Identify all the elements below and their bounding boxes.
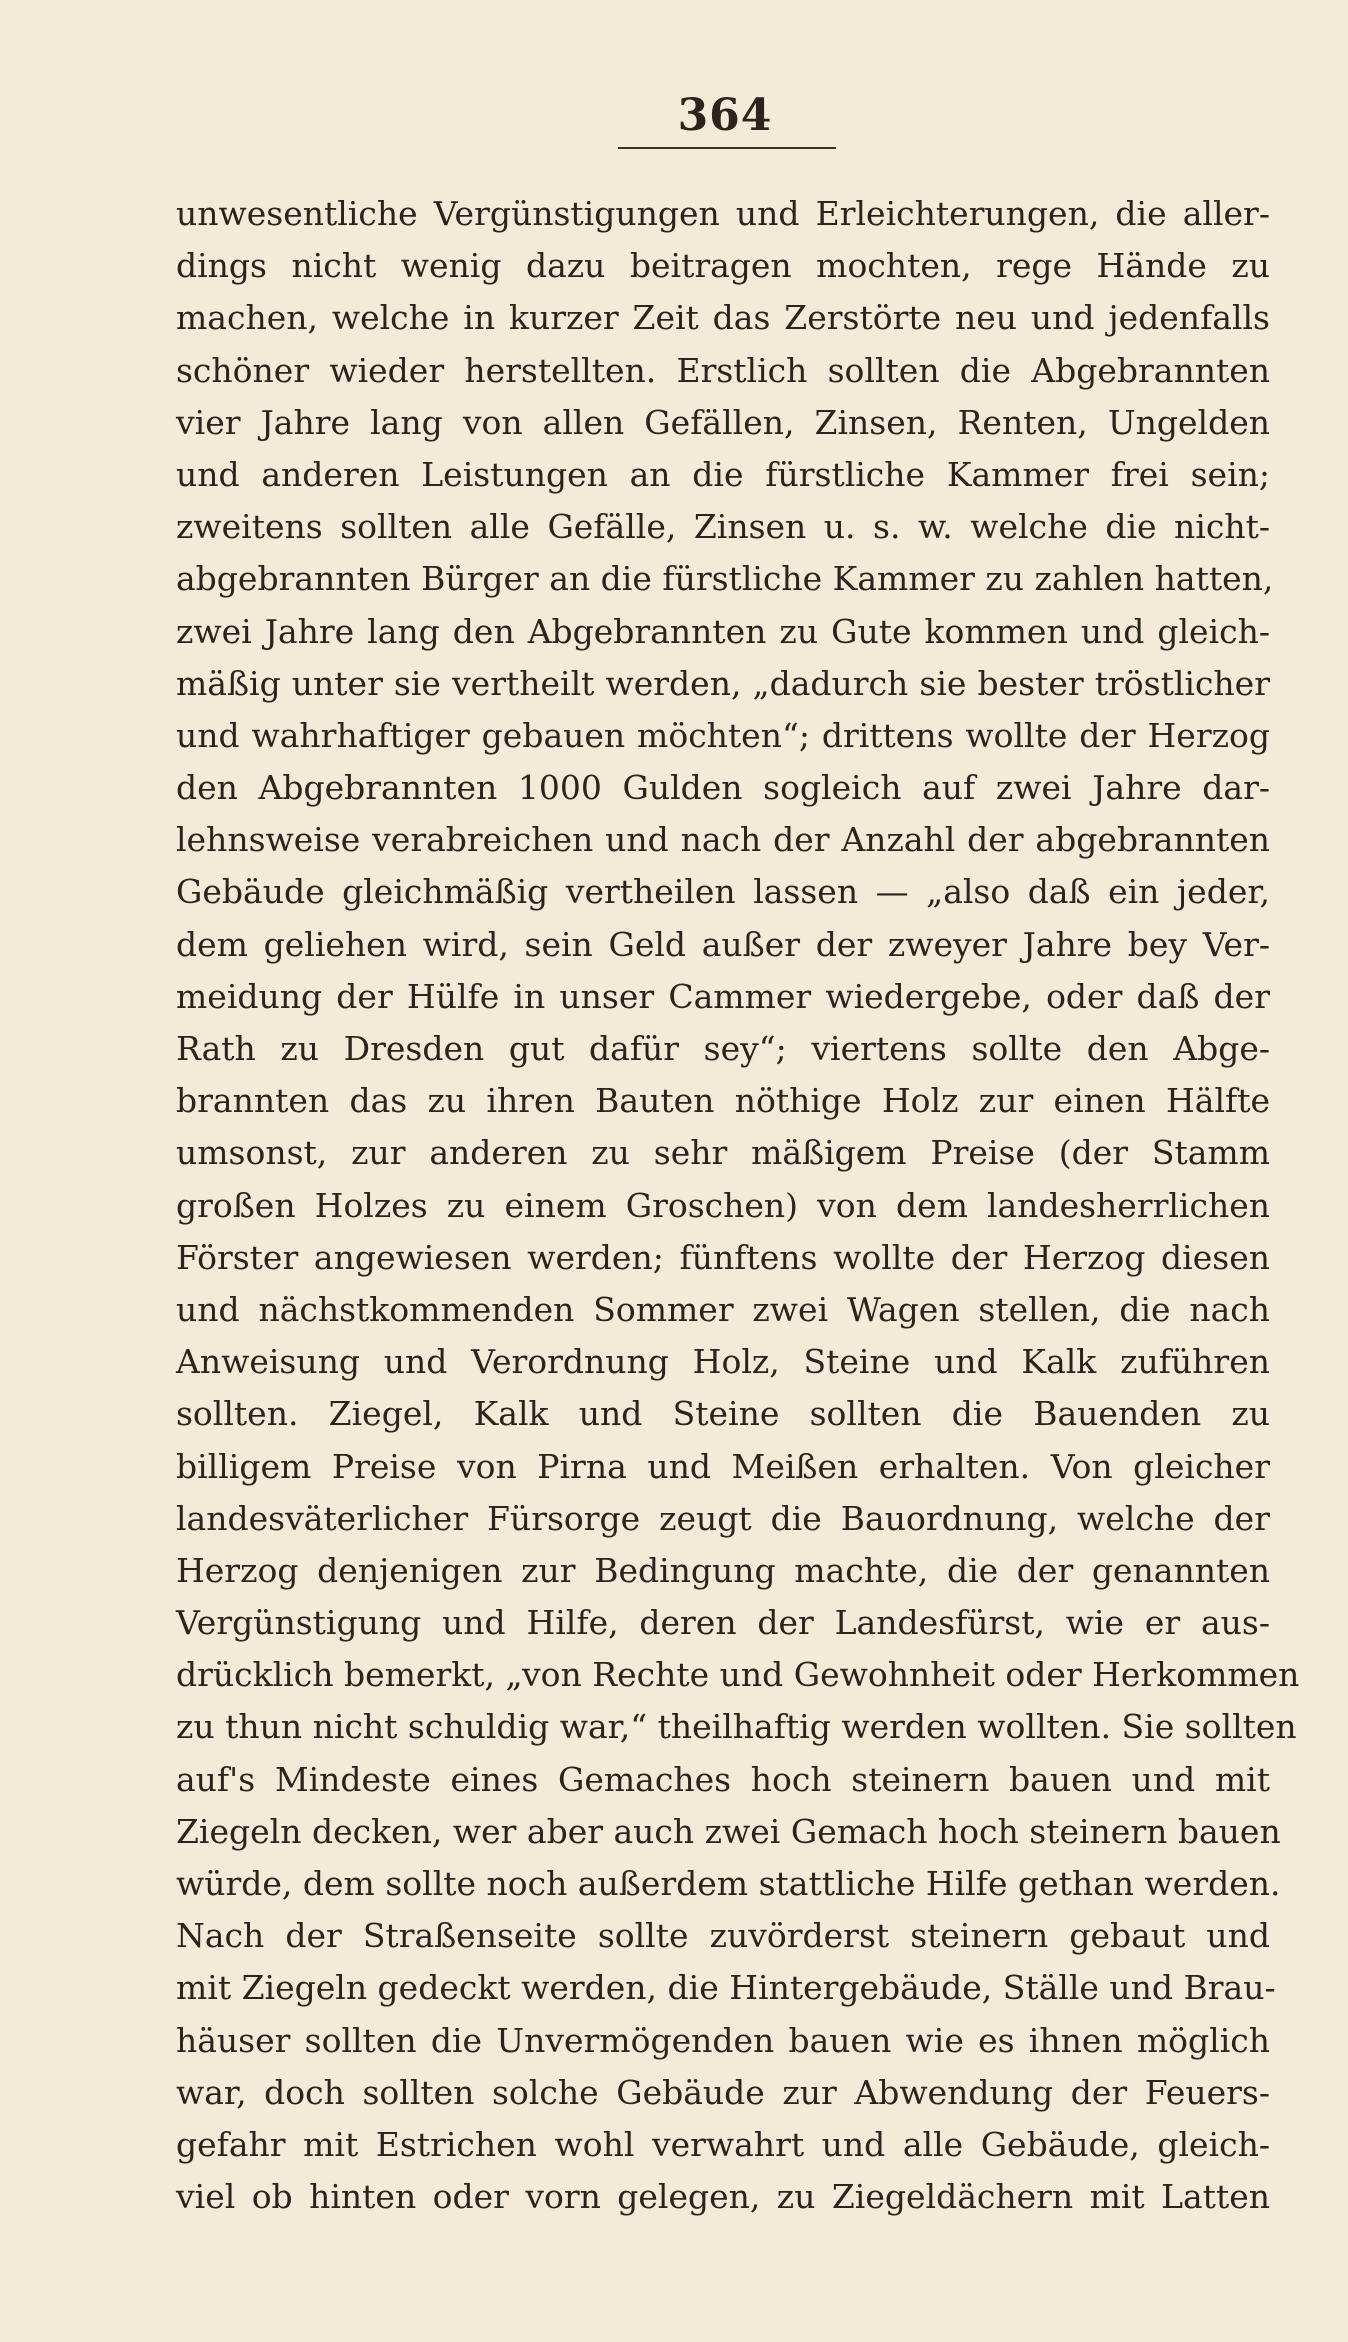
- text-line: häuser sollten die Unvermögenden bauen wie es ihnen möglich: [176, 2020, 1270, 2060]
- body-text: [176, 188, 1300, 2223]
- text-line: Ziegeln decken, wer aber auch zwei Gemach hoch steinern bauen: [176, 1811, 1281, 1851]
- text-line: dings nicht wenig dazu beitragen mochten, rege Hände zu: [176, 246, 1270, 286]
- text-line: schöner wieder herstellten. Erstlich sollten die Abgebrannten: [176, 350, 1270, 390]
- text-line: zwei Jahre lang den Abgebrannten zu Gute kommen und gleich-: [176, 611, 1270, 651]
- text-line: drücklich bemerkt, „von Rechte und Gewohnheit oder Herkommen: [176, 1655, 1300, 1695]
- text-line: Gebäude gleichmäßig vertheilen lassen — „also daß ein jeder,: [176, 872, 1270, 912]
- text-line: den Abgebrannten 1000 Gulden sogleich auf zwei Jahre dar-: [176, 768, 1270, 808]
- text-line: und wahrhaftiger gebauen möchten“; drittens wollte der Herzog: [176, 715, 1270, 755]
- text-line: meidung der Hülfe in unser Cammer wiedergebe, oder daß der: [176, 976, 1270, 1016]
- text-line: auf's Mindeste eines Gemaches hoch steinern bauen und mit: [176, 1759, 1270, 1799]
- text-line: mäßig unter sie vertheilt werden, „dadurch sie bester tröstlicher: [176, 663, 1270, 703]
- text-line: Rath zu Dresden gut dafür sey“; viertens sollte den Abge-: [176, 1029, 1270, 1068]
- text-line: Herzog denjenigen zur Bedingung machte, die der genannten: [176, 1550, 1270, 1590]
- text-line: mit Ziegeln gedeckt werden, die Hintergebäude, Ställe und Brau-: [176, 1968, 1276, 2008]
- text-line: landesväterlicher Fürsorge zeugt die Bauordnung, welche der: [176, 1498, 1270, 1538]
- text-line: lehnsweise verabreichen und nach der Anzahl der abgebrannten: [176, 820, 1270, 860]
- text-line: dem geliehen wird, sein Geld außer der zweyer Jahre bey Ver-: [176, 924, 1270, 964]
- text-line: sollten. Ziegel, Kalk und Steine sollten die Bauenden zu: [176, 1394, 1270, 1434]
- text-line: würde, dem sollte noch außerdem stattliche Hilfe gethan werden.: [176, 1864, 1281, 1903]
- text-line: zu thun nicht schuldig war,“ theilhaftig werden wollten. Sie sollten: [176, 1707, 1297, 1747]
- text-line: umsonst, zur anderen zu sehr mäßigem Preise (der Stamm: [176, 1133, 1270, 1173]
- text-line: machen, welche in kurzer Zeit das Zerstörte neu und jedenfalls: [176, 298, 1270, 338]
- text-line: Förster angewiesen werden; fünftens wollte der Herzog diesen: [176, 1237, 1270, 1277]
- header-rule: [618, 147, 836, 149]
- text-line: viel ob hinten oder vorn gelegen, zu Ziegeldächern mit Latten: [176, 2177, 1270, 2217]
- text-line: Anweisung und Verordnung Holz, Steine und Kalk zuführen: [176, 1342, 1270, 1382]
- text-line: gefahr mit Estrichen wohl verwahrt und alle Gebäude, gleich-: [176, 2124, 1270, 2164]
- text-line: unwesentliche Vergünstigungen und Erleichterungen, die aller-: [176, 194, 1270, 233]
- text-line: abgebrannten Bürger an die fürstliche Kammer zu zahlen hatten,: [176, 559, 1274, 599]
- text-line: Nach der Straßenseite sollte zuvörderst steinern gebaut und: [176, 1916, 1270, 1956]
- text-line: vier Jahre lang von allen Gefällen, Zinsen, Renten, Ungelden: [176, 402, 1270, 442]
- text-line: und nächstkommenden Sommer zwei Wagen stellen, die nach: [176, 1289, 1270, 1329]
- text-line: und anderen Leistungen an die fürstliche Kammer frei sein;: [176, 454, 1270, 494]
- text-line: billigem Preise von Pirna und Meißen erhalten. Von gleicher: [176, 1446, 1270, 1486]
- text-line: großen Holzes zu einem Groschen) von dem landesherrlichen: [176, 1185, 1270, 1225]
- text-line: brannten das zu ihren Bauten nöthige Holz zur einen Hälfte: [176, 1081, 1270, 1121]
- text-line: Vergünstigung und Hilfe, deren der Landesfürst, wie er aus-: [176, 1603, 1270, 1643]
- text-line: war, doch sollten solche Gebäude zur Abwendung der Feuers-: [176, 2072, 1270, 2112]
- text-line: zweitens sollten alle Gefälle, Zinsen u. s. w. welche die nicht-: [176, 507, 1270, 547]
- page-number: 364: [677, 90, 773, 141]
